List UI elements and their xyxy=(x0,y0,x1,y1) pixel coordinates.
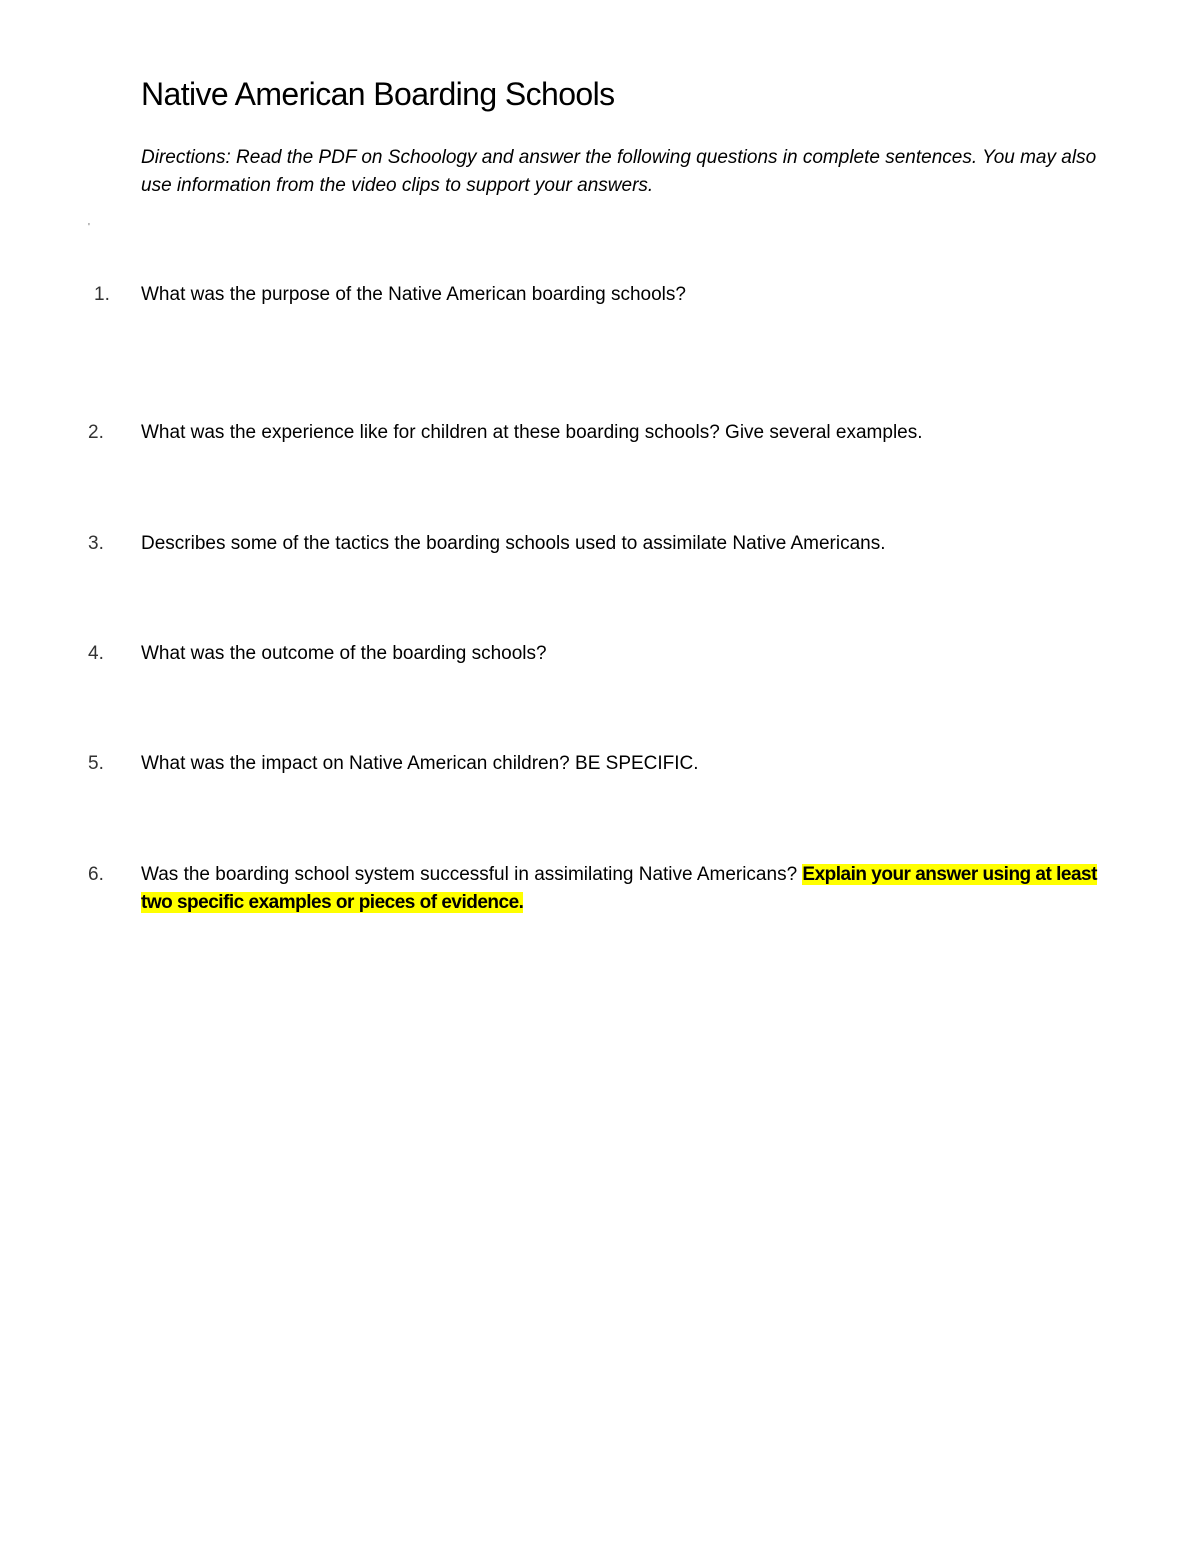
directions-text: Directions: Read the PDF on Schoology and answer the following questions in complete sentences. You may also use information from the video clips to support your answers. xyxy=(141,147,1097,196)
stray-mark: ' xyxy=(88,222,90,233)
highlighted-instruction: Explain your answer using at least two specific examples or pieces of evidence. xyxy=(141,864,1097,913)
question-number: 6. xyxy=(88,864,104,885)
question-text: What was the purpose of the Native American boarding schools? xyxy=(141,284,686,305)
question-text-block xyxy=(141,861,1106,917)
question-text: What was the impact on Native American children? BE SPECIFIC. xyxy=(141,753,699,774)
question-text: Was the boarding school system successful in assimilating Native Americans? xyxy=(141,864,803,885)
question-number: 4. xyxy=(88,643,104,664)
question-text: What was the experience like for children at these boarding schools? Give several examples. xyxy=(141,422,923,443)
question-number: 1. xyxy=(94,284,110,305)
question-text: What was the outcome of the boarding schools? xyxy=(141,643,547,664)
page-title: Native American Boarding Schools xyxy=(141,76,615,112)
question-number: 5. xyxy=(88,753,104,774)
question-number: 2. xyxy=(88,422,104,443)
question-text: Describes some of the tactics the boarding schools used to assimilate Native Americans. xyxy=(141,533,886,554)
question-number: 3. xyxy=(88,533,104,554)
